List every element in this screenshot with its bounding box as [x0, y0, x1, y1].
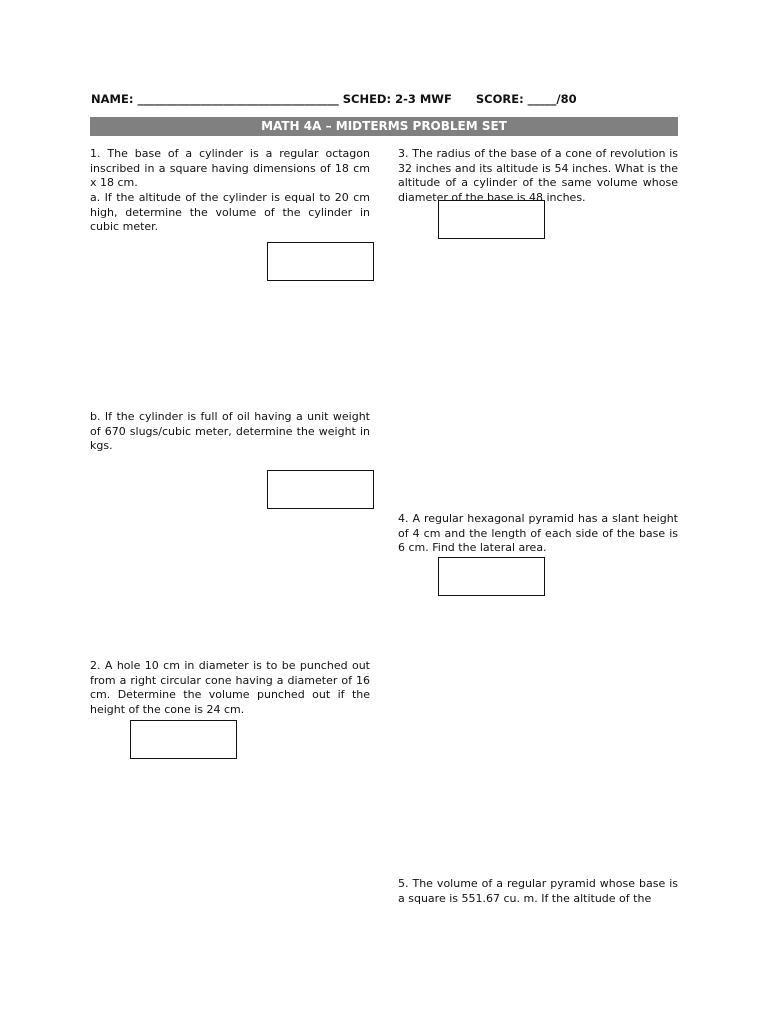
problem-2: 2. A hole 10 cm in diameter is to be punched out from a right circular cone having a diameter of 16 cm. Determine the volume punched out if the height of the cone is 24 cm.: [90, 659, 370, 716]
problem-3: 3. The radius of the base of a cone of revolution is 32 inches and its altitude is 54 inches. What is the altitude of a cylinder of the same volume whose diameter of the base is 48 inches.: [398, 147, 678, 204]
problem-1-intro: 1. The base of a cylinder is a regular octagon inscribed in a square having dimensions of 18 cm x 18 cm.: [90, 147, 370, 190]
problem-1b: b. If the cylinder is full of oil having a unit weight of 670 slugs/cubic meter, determine the weight in kgs.: [90, 410, 370, 453]
answer-box-3[interactable]: [438, 200, 545, 239]
sched-label: SCHED: 2-3 MWF: [342, 92, 452, 106]
problem-4: 4. A regular hexagonal pyramid has a slant height of 4 cm and the length of each side of the base is 6 cm. Find the lateral area.: [398, 512, 678, 555]
problem-5: 5. The volume of a regular pyramid whose base is a square is 551.67 cu. m. If the altitude of the: [398, 877, 678, 905]
answer-box-2[interactable]: [130, 720, 237, 759]
problem-1a: a. If the altitude of the cylinder is equal to 20 cm high, determine the volume of the cylinder in cubic meter.: [90, 191, 370, 234]
name-label: NAME:: [91, 92, 134, 106]
answer-box-4[interactable]: [438, 557, 545, 596]
page-title: MATH 4A – MIDTERMS PROBLEM SET: [90, 117, 678, 136]
answer-box-1a[interactable]: [267, 242, 374, 281]
score-label: SCORE: _____/80: [475, 92, 577, 106]
header-line: [91, 92, 577, 106]
name-blank: ___________________________________: [137, 92, 339, 106]
answer-box-1b[interactable]: [267, 470, 374, 509]
